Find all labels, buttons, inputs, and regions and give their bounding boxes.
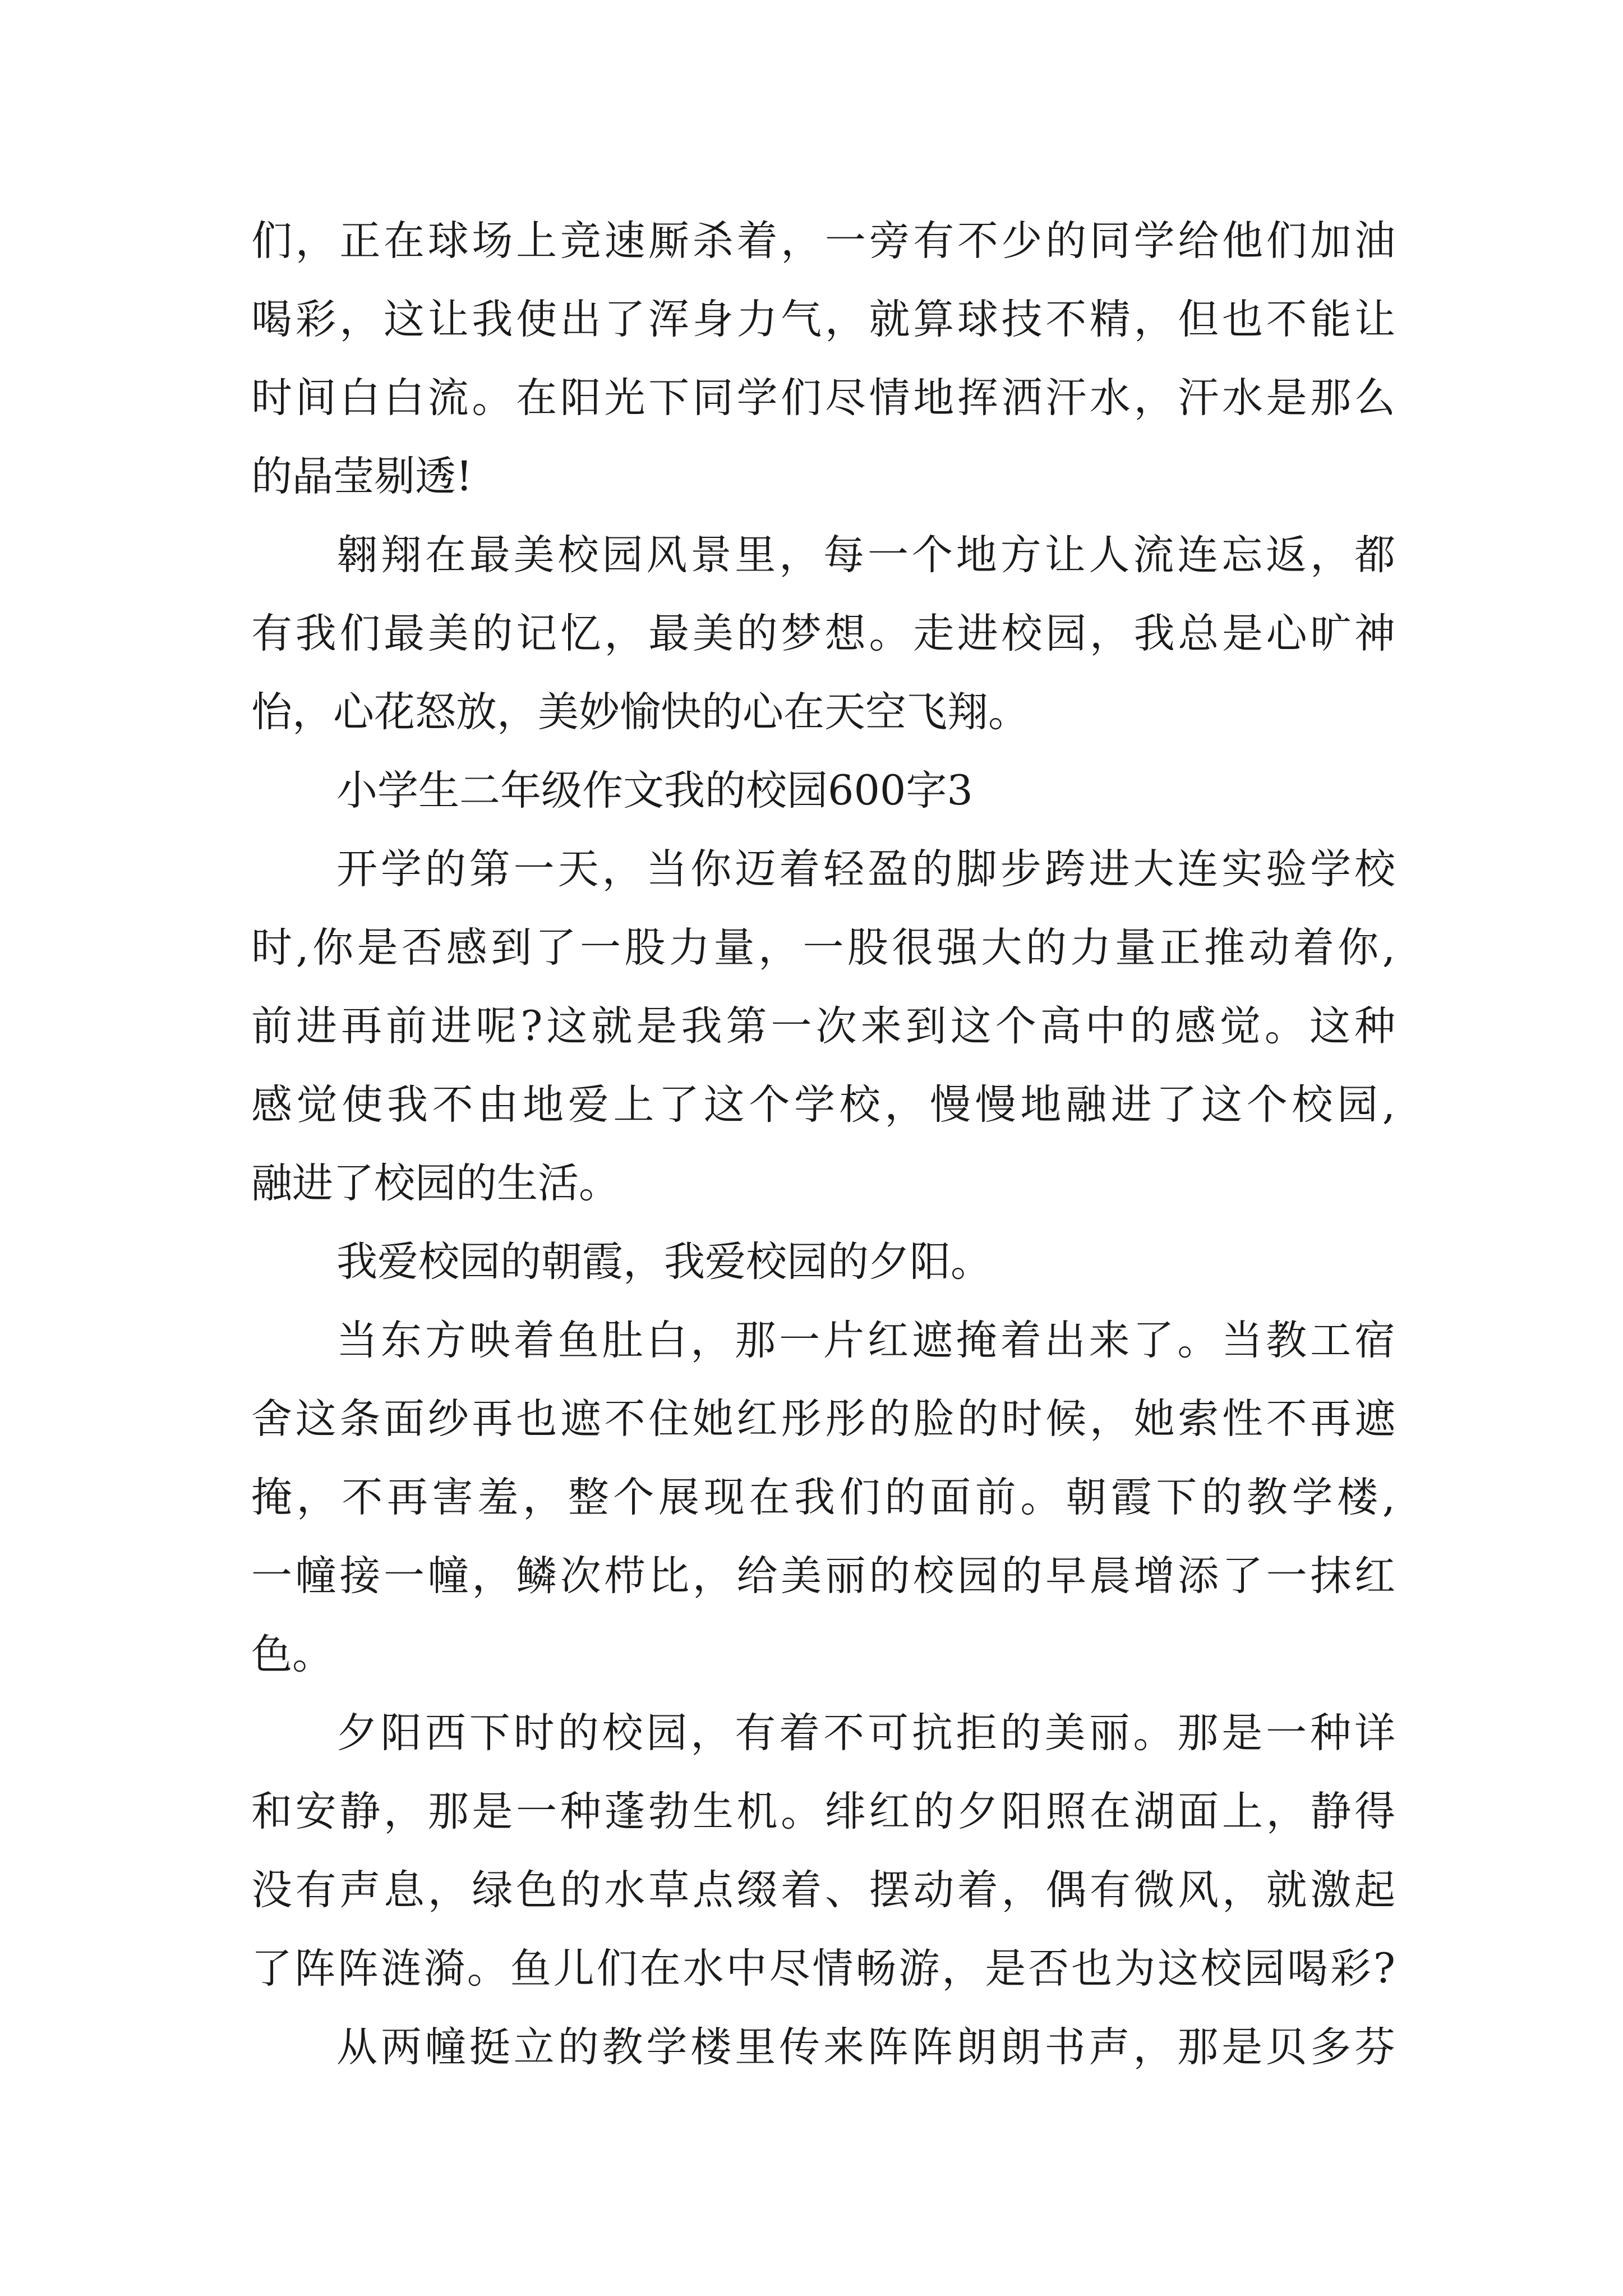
text-line: 舍这条面纱再也遮不住她红彤彤的脸的时候，她索性不再遮 <box>251 1395 1395 1443</box>
text-line: 们，正在球场上竞速厮杀着，一旁有不少的同学给他们加油 <box>251 217 1395 265</box>
text-line: 和安静，那是一种蓬勃生机。绯红的夕阳照在湖面上，静得 <box>251 1788 1395 1835</box>
text-line: 有我们最美的记忆，最美的梦想。走进校园，我总是心旷神 <box>251 610 1395 657</box>
text-line: 的晶莹剔透! <box>251 453 473 500</box>
paragraph-first-line: 翱翔在最美校园风景里，每一个地方让人流连忘返，都 <box>336 531 1395 579</box>
text-line: 一幢接一幢，鳞次栉比，给美丽的校园的早晨增添了一抹红 <box>251 1552 1395 1600</box>
text-line: 融进了校园的生活。 <box>251 1159 620 1207</box>
section-heading: 小学生二年级作文我的校园600字3 <box>336 767 973 815</box>
text-line: 了阵阵涟漪。鱼儿们在水中尽情畅游，是否也为这校园喝彩? <box>251 1945 1395 1993</box>
paragraph-first-line: 当东方映着鱼肚白，那一片红遮掩着出来了。当教工宿 <box>336 1317 1395 1364</box>
text-line: 掩，不再害羞，整个展现在我们的面前。朝霞下的教学楼, <box>251 1474 1395 1521</box>
paragraph-first-line: 开学的第一天，当你迈着轻盈的脚步跨进大连实验学校 <box>336 845 1395 893</box>
text-line: 色。 <box>251 1631 333 1678</box>
paragraph-first-line: 从两幢挺立的教学楼里传来阵阵朗朗书声，那是贝多芬 <box>336 2023 1395 2071</box>
paragraph-first-line: 夕阳西下时的校园，有着不可抗拒的美丽。那是一种详 <box>336 1709 1395 1757</box>
text-line: 时间白白流。在阳光下同学们尽情地挥洒汗水，汗水是那么 <box>251 374 1395 422</box>
text-line: 喝彩，这让我使出了浑身力气，就算球技不精，但也不能让 <box>251 296 1395 343</box>
text-line: 前进再前进呢?这就是我第一次来到这个高中的感觉。这种 <box>251 1002 1395 1050</box>
paragraph-first-line: 我爱校园的朝霞，我爱校园的夕阳。 <box>336 1238 992 1286</box>
text-line: 怡，心花怒放，美妙愉快的心在天空飞翔。 <box>251 688 1029 736</box>
text-line: 没有声息，绿色的水草点缀着、摆动着，偶有微风，就激起 <box>251 1866 1395 1914</box>
text-line: 感觉使我不由地爱上了这个学校，慢慢地融进了这个校园, <box>251 1081 1395 1129</box>
text-line: 时,你是否感到了一股力量，一股很强大的力量正推动着你, <box>251 924 1395 972</box>
